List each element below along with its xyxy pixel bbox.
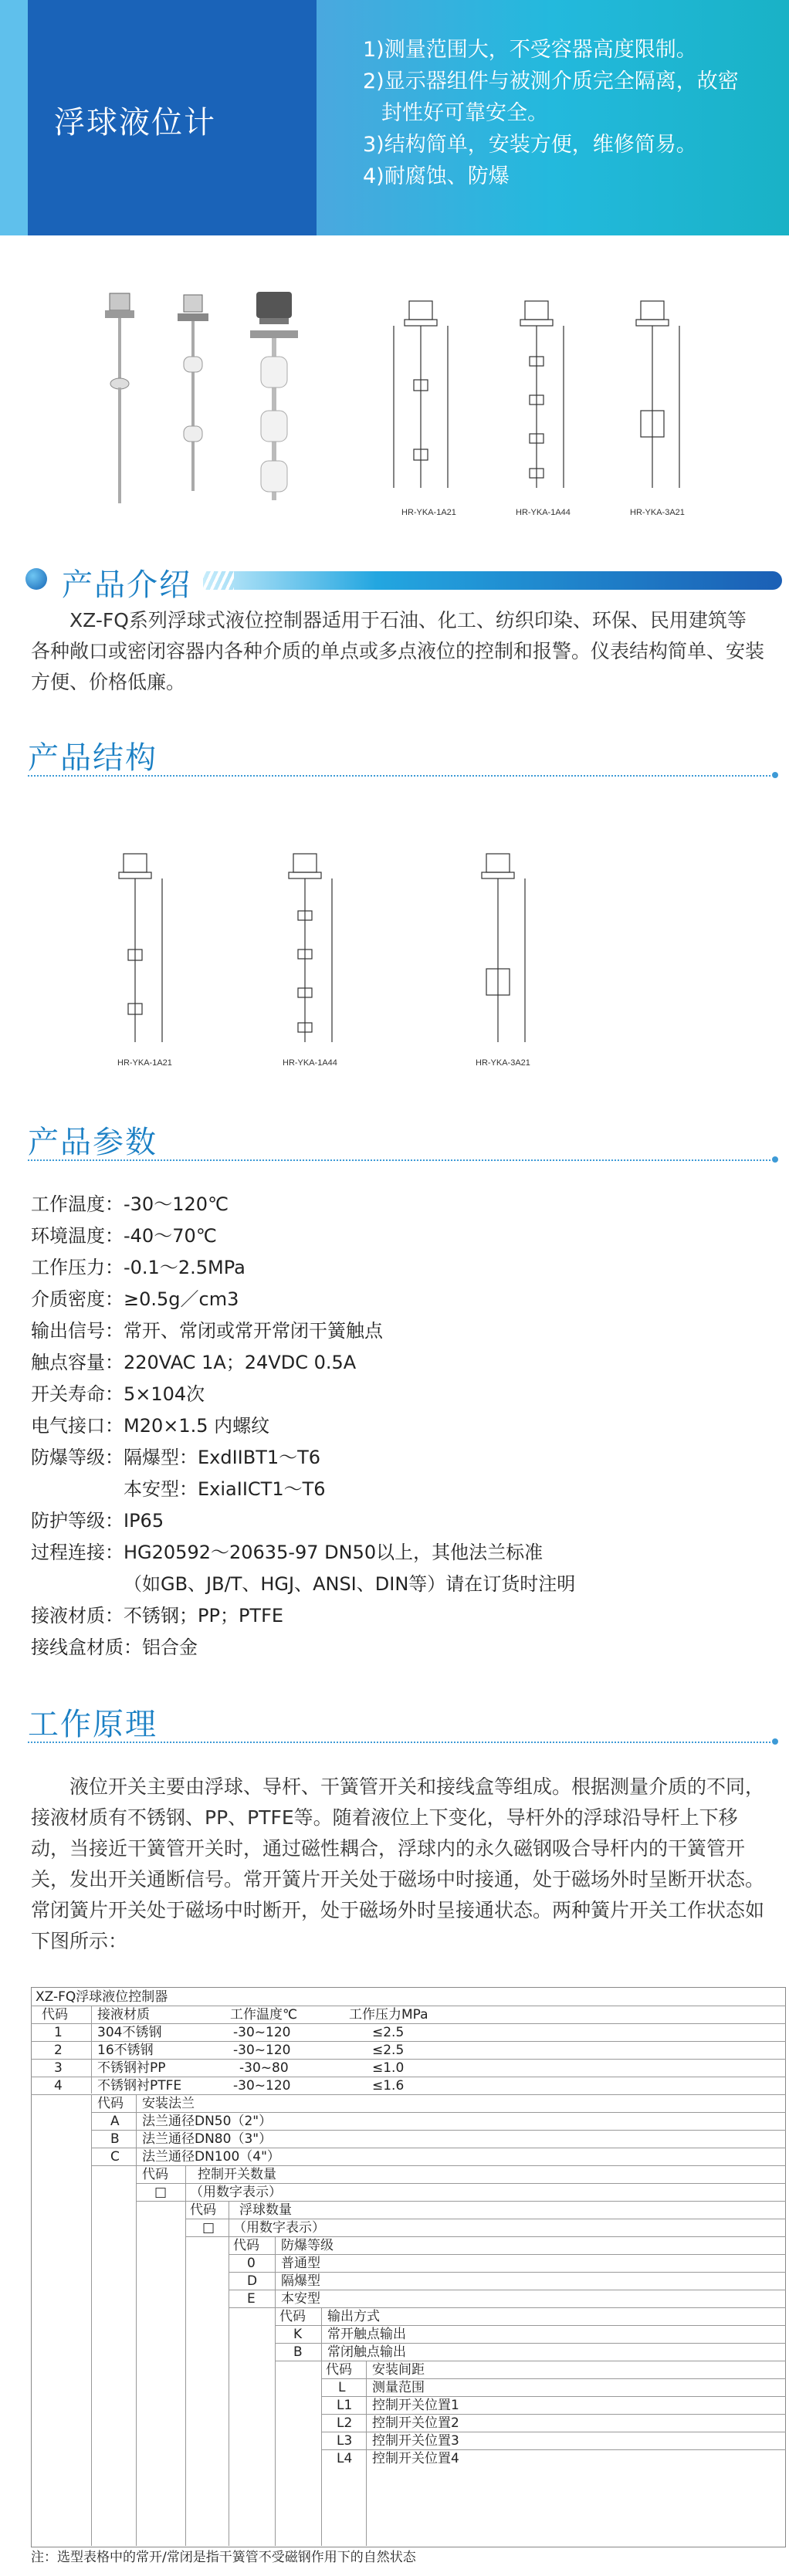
flange-header: 安装法兰	[142, 2096, 195, 2111]
material-pressure: ≤1.0	[372, 2060, 405, 2076]
feature-item: 封性好可靠安全。	[381, 101, 548, 125]
material-code: 1	[54, 2025, 63, 2040]
principle-paragraph: 液位开关主要由浮球、导杆、干簧管开关和接线盒等组成。根据测量介质的不同，接液材质有不锈钢、PP、PTFE等。随着液位上下变化，导杆外的浮球沿导杆上下移动，当接近干簧管开关时，通过磁性耦合，浮球内的永久磁钢吸合导杆内的干簧管开关，发出开关通断信号。常开簧片开关处于磁场中时接通，处于磁场外时呈断开状态。常闭簧片开关处于磁场中时断开，处于磁场外时呈接通状态。两种簧片开关工作状态如下图所示：	[31, 1775, 765, 1952]
spacing-name: 控制开关位置3	[372, 2433, 459, 2449]
drawing-label-b: HR-YKA-1A44	[283, 1058, 337, 1068]
drawing-label-c: HR-YKA-3A21	[476, 1058, 530, 1068]
product-photos	[77, 287, 340, 519]
page-title: 浮球液位计	[54, 105, 216, 140]
placeholder-symbol: □	[202, 2220, 215, 2236]
heading-ribbon-stripes	[203, 571, 234, 590]
explosion-name: 本安型	[281, 2291, 320, 2307]
code-header: 代码	[190, 2202, 216, 2218]
banner-stripe-light	[0, 0, 28, 235]
section-divider-dot	[772, 772, 778, 778]
spacing-name: 控制开关位置4	[372, 2451, 459, 2466]
material-code: 4	[54, 2078, 63, 2094]
table-rule	[136, 2094, 137, 2546]
material-name: 16不锈钢	[97, 2043, 154, 2058]
model-selection-table	[31, 1987, 786, 2568]
param-row: 接线盒材质：铝合金	[31, 1637, 198, 1658]
switch-count-note: （用数字表示）	[190, 2185, 282, 2200]
spacing-code: L	[338, 2380, 346, 2395]
feature-item: 1)测量范围大，不受容器高度限制。	[363, 38, 697, 62]
dimension-drawings-structure	[100, 849, 594, 1073]
product-photo-2	[178, 295, 208, 491]
feature-item: 3)结构简单，安装方便，维修简易。	[363, 133, 697, 157]
table-rule	[366, 2361, 367, 2546]
table-rule	[91, 2094, 92, 2546]
pressure-header: 工作压力MPa	[349, 2007, 428, 2023]
table-rule	[91, 2006, 92, 2094]
explosion-code: E	[247, 2291, 256, 2307]
param-row: 过程连接：HG20592～20635-97 DN50以上，其他法兰标准	[31, 1542, 543, 1563]
section-title-intro: 产品介绍	[62, 567, 191, 603]
drawing-label-c: HR-YKA-3A21	[630, 508, 685, 517]
param-row: 防护等级：IP65	[31, 1510, 164, 1532]
flange-code: B	[110, 2131, 120, 2147]
flange-code: A	[110, 2114, 120, 2129]
table-rule	[136, 2201, 786, 2202]
material-pressure: ≤1.6	[372, 2078, 405, 2094]
code-header: 代码	[233, 2238, 259, 2253]
intro-paragraph: XZ-FQ系列浮球式液位控制器适用于石油、化工、纺织印染、环保、民用建筑等各种敞口或密闭容器内各种介质的单点或多点液位的控制和报警。仪表结构简单、安装方便、价格低廉。	[31, 609, 765, 693]
code-header: 代码	[97, 2096, 124, 2111]
table-rule	[91, 2165, 786, 2166]
param-row: 输出信号：常开、常闭或常开常闭干簧触点	[31, 1320, 383, 1342]
code-header: 代码	[42, 2007, 68, 2023]
explosion-code: 0	[247, 2256, 256, 2271]
material-name: 304不锈钢	[97, 2025, 162, 2040]
param-row: 接液材质：不锈钢；PP；PTFE	[31, 1605, 284, 1627]
flange-name: 法兰通径DN100（4"）	[142, 2149, 280, 2165]
table-rule	[185, 2165, 186, 2546]
code-header: 代码	[326, 2362, 352, 2378]
material-temp: -30~120	[233, 2078, 291, 2094]
explosion-code: D	[247, 2273, 258, 2289]
section-divider	[28, 1159, 770, 1163]
temp-header: 工作温度℃	[230, 2007, 298, 2023]
param-row: （如GB、JB/T、HGJ、ANSI、DIN等）请在订货时注明	[124, 1573, 576, 1595]
output-code: B	[293, 2344, 303, 2360]
float-count-header: 浮球数量	[239, 2202, 292, 2218]
product-photo-1	[105, 293, 134, 503]
float-count-note: （用数字表示）	[233, 2220, 325, 2236]
param-row: 本安型：ExiaIICT1～T6	[124, 1478, 326, 1500]
section-divider	[28, 775, 770, 778]
material-name: 不锈钢衬PP	[97, 2060, 166, 2076]
product-photo-3	[250, 292, 298, 500]
table-rule	[229, 2307, 786, 2308]
spacing-code: L4	[337, 2451, 353, 2466]
spacing-code: L1	[337, 2398, 353, 2413]
section-divider	[28, 1742, 770, 1745]
feature-list	[363, 34, 772, 192]
explosion-header: 防爆等级	[281, 2238, 334, 2253]
feature-item: 2)显示器组件与被测介质完全隔离，故密	[363, 69, 739, 93]
table-note: 注：选型表格中的常开/常闭是指干簧管不受磁钢作用下的自然状态	[31, 2550, 416, 2565]
output-name: 常开触点输出	[327, 2327, 406, 2342]
dimension-drawings-top	[378, 295, 741, 523]
table-title: XZ-FQ浮球液位控制器	[36, 1989, 168, 2005]
spacing-name: 测量范围	[372, 2380, 425, 2395]
section-divider-dot	[772, 1156, 778, 1163]
section-title-structure: 产品结构	[28, 740, 157, 776]
material-pressure: ≤2.5	[372, 2043, 405, 2058]
material-code: 3	[54, 2060, 63, 2076]
output-name: 常闭触点输出	[327, 2344, 406, 2360]
material-code: 2	[54, 2043, 63, 2058]
code-header: 代码	[142, 2167, 168, 2182]
section-title-params: 产品参数	[28, 1125, 157, 1160]
spacing-code: L2	[337, 2415, 353, 2431]
table-rule	[275, 2236, 276, 2546]
flange-code: C	[110, 2149, 120, 2165]
material-pressure: ≤2.5	[372, 2025, 405, 2040]
material-header: 接液材质	[97, 2007, 150, 2023]
placeholder-symbol: □	[154, 2185, 168, 2200]
param-row: 开关寿命：5×104次	[31, 1383, 205, 1405]
drawing-label-a: HR-YKA-1A21	[401, 508, 456, 517]
output-code: K	[293, 2327, 303, 2342]
feature-item: 4)耐腐蚀、防爆	[363, 164, 510, 188]
material-temp: -30~120	[233, 2043, 291, 2058]
drawing-label-b: HR-YKA-1A44	[516, 508, 571, 517]
param-row: 触点容量：220VAC 1A；24VDC 0.5A	[31, 1352, 357, 1373]
explosion-name: 隔爆型	[281, 2273, 320, 2289]
section-divider-dot	[772, 1738, 778, 1745]
param-row: 环境温度：-40～70℃	[31, 1225, 217, 1247]
drawing-label-a: HR-YKA-1A21	[117, 1058, 172, 1068]
switch-count-header: 控制开关数量	[198, 2167, 276, 2182]
section-title-principle: 工作原理	[28, 1707, 157, 1742]
param-row: 工作温度：-30～120℃	[31, 1193, 229, 1215]
spacing-header: 安装间距	[372, 2362, 425, 2378]
heading-ribbon	[203, 571, 782, 590]
param-row: 工作压力：-0.1～2.5MPa	[31, 1257, 246, 1278]
spacing-name: 控制开关位置1	[372, 2398, 459, 2413]
param-row: 电气接口：M20×1.5 内螺纹	[31, 1415, 270, 1437]
explosion-name: 普通型	[281, 2256, 320, 2271]
material-name: 不锈钢衬PTFE	[97, 2078, 182, 2094]
material-temp: -30~80	[239, 2060, 289, 2076]
spacing-code: L3	[337, 2433, 353, 2449]
flange-name: 法兰通径DN50（2"）	[142, 2114, 273, 2129]
material-temp: -30~120	[233, 2025, 291, 2040]
output-header: 输出方式	[327, 2309, 380, 2324]
code-header: 代码	[279, 2309, 306, 2324]
param-row: 介质密度：≥0.5g／cm3	[31, 1288, 239, 1310]
spacing-name: 控制开关位置2	[372, 2415, 459, 2431]
param-row: 防爆等级：隔爆型：ExdIIBT1～T6	[31, 1447, 321, 1468]
flange-name: 法兰通径DN80（3"）	[142, 2131, 273, 2147]
heading-ball-icon	[25, 568, 47, 590]
